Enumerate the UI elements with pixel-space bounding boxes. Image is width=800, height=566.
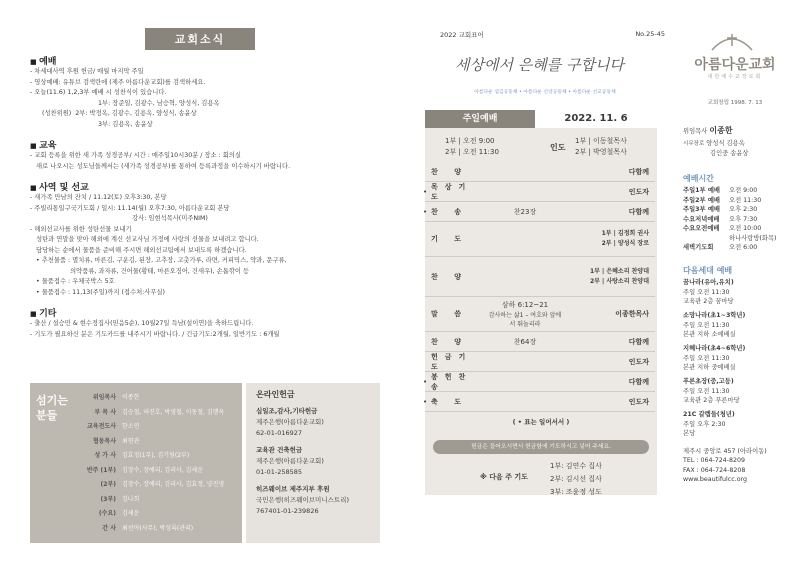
order-right-1: 1부 | 김정희 권사 xyxy=(601,230,649,237)
servant-row xyxy=(78,478,238,493)
order-row xyxy=(425,332,655,352)
next-gen-title: 다음세대 예배 xyxy=(683,265,733,275)
worship-time: 오전 11:30 xyxy=(729,196,762,204)
order-right xyxy=(564,167,649,177)
next-prayer-item: 1부: 김연수 집사 xyxy=(550,462,602,470)
middle-page xyxy=(425,28,665,548)
order-label: 찬 양 xyxy=(431,272,468,281)
worship-row xyxy=(683,234,795,244)
order-middle xyxy=(486,207,564,217)
order-stand-dot: • xyxy=(423,377,428,386)
servant-row xyxy=(78,522,238,537)
servant-role: 반주 (1부) xyxy=(86,466,116,474)
worship-time: 오후 7:30 xyxy=(729,215,758,223)
next-gen-line: 주일 오전 11:30 xyxy=(683,288,730,296)
next-gen-line: 주일 오전 11:30 xyxy=(683,354,730,362)
slogan: 세상에서 은혜를 구합니다 xyxy=(455,56,624,74)
next-gen-line: 주일 오후 2:30 xyxy=(683,420,726,428)
worship-name: 주일1부 예배 xyxy=(683,187,720,194)
worship-time: 오전 10:00 xyxy=(729,225,762,232)
website[interactable]: www.beautifulcc.org xyxy=(683,476,748,483)
servant-names: 김장수, 장예리, 김리사, 김세운 xyxy=(122,466,203,474)
servant-row xyxy=(78,391,238,406)
online-item-line: 국민은행(히즈웨이브미니스트리) xyxy=(256,496,349,504)
servant-role: 교육전도사 xyxy=(87,423,116,430)
next-gen-title: 꿈나라(유아,유치) xyxy=(683,278,734,286)
worship-row xyxy=(683,196,795,206)
motto-label: 2022 교회표어 xyxy=(440,31,484,39)
servant-names: 김효정(1부), 김기원(2부) xyxy=(122,452,190,459)
section-line: 성탄과 연말을 맞아 해외에 계신 선교사님 가정에 사랑의 선물을 보내려고 합니다. xyxy=(30,236,259,243)
elders-1: 양성식 김용옥 xyxy=(706,139,745,147)
section-line: - 해외선교사를 위한 성탄선물 보내기 xyxy=(30,225,132,233)
order-right-main: 다함께 xyxy=(628,207,649,216)
pastor-label: 위임목사 xyxy=(683,128,708,135)
online-item-line: 제주은행(아름다운교회) xyxy=(256,457,324,465)
order-right-main: 다함께 xyxy=(628,167,649,176)
order-middle-sub: 감사하는 삶1 – 여호와 앞에서 뛰놀리라 xyxy=(488,312,562,328)
servant-row xyxy=(78,435,238,450)
servant-row xyxy=(78,420,238,435)
slogan-sub: 아름다운 섬김공동체 • 아름다운 신앙공동체 • 아름다운 선교공동체 xyxy=(474,90,616,95)
servant-role: (2부) xyxy=(100,481,116,488)
section-title: ■ 교육 xyxy=(30,138,380,151)
servant-names: 이종한 xyxy=(122,394,140,401)
online-item xyxy=(256,406,370,439)
worship-block xyxy=(683,164,795,485)
contact xyxy=(683,447,795,485)
next-gen-line: 교육관 2층 꿈마당 xyxy=(683,298,734,305)
church-name: 아름다운교회 xyxy=(694,57,776,73)
order-row xyxy=(425,182,655,202)
servant-names: 최현관 xyxy=(122,437,140,445)
order-stand-dot: • xyxy=(423,187,428,196)
next-gen-title: 소망나라(초1~3학년) xyxy=(683,311,746,319)
order-right xyxy=(564,187,649,197)
order-label: 축 도 xyxy=(431,397,468,406)
servant-role: 위임목사 xyxy=(92,394,116,401)
order-label: 봉헌찬송 xyxy=(431,372,473,391)
servant-row xyxy=(78,406,238,421)
section-line: 3부: 김용옥, 송윤상 xyxy=(30,120,153,128)
worship-list xyxy=(683,186,795,253)
order-right-main: 인도자 xyxy=(628,357,649,366)
online-item-line: 제주은행(아름다운교회) xyxy=(256,418,324,426)
order-middle xyxy=(486,300,564,328)
order-right xyxy=(564,337,649,347)
order-label: 찬 송 xyxy=(431,207,468,216)
next-prayer-list xyxy=(550,460,602,499)
next-gen-title: 21C 갈렙들(청년) xyxy=(683,410,735,418)
servant-role: 성 가 사 xyxy=(94,452,116,459)
section-line: 새로 나오시는 성도님들께서는 (새가족 성경공부)를 통하여 등록과정을 이수하시기 바랍니다. xyxy=(30,162,291,170)
section-line: • 물품접수 : 우체국박스 5호 xyxy=(30,278,115,285)
order-label: 찬 양 xyxy=(431,167,468,176)
online-item-line: 01-01-258585 xyxy=(256,468,303,476)
online-item-title: 히즈웨이브 제주지부 후원 xyxy=(256,485,330,493)
founded: 교회창립 1998. 7. 13 xyxy=(707,100,763,106)
time-1: 1부 | 오전 9:00 xyxy=(445,137,495,145)
order-right-2: 2부 | 양성식 장로 xyxy=(601,240,649,247)
order-right-main: 다함께 xyxy=(628,377,649,386)
next-prayer-item: 3부: 조윤정 성도 xyxy=(550,488,602,496)
order-label: 목상기도 xyxy=(431,182,473,201)
right-page xyxy=(675,28,795,548)
next-gen-line: 주일 오전 11:30 xyxy=(683,321,730,329)
worship-time: 하나사랑방(화목) xyxy=(729,234,777,242)
worship-time: 오전 6:00 xyxy=(729,244,758,251)
servant-role: 협동목사 xyxy=(92,437,116,445)
elders-label: 시무장로 xyxy=(683,140,705,147)
servant-role: (3부) xyxy=(100,495,116,503)
order-right xyxy=(564,267,649,287)
order-row xyxy=(425,162,655,182)
servant-names: 김세운 xyxy=(122,510,140,517)
worship-name: 수요저녁예배 xyxy=(683,215,720,223)
next-gen-line: 본당 xyxy=(683,430,696,437)
next-gen-line: 교육관 2층 푸른마당 xyxy=(683,397,740,404)
servant-names: 김승철, 허진호, 박영철, 이동철, 김행옥 xyxy=(122,408,225,416)
next-prayer-label: ※ 다음 주 기도 xyxy=(480,473,528,481)
church-logo-icon xyxy=(710,32,754,52)
worship-row xyxy=(683,215,795,225)
section-line: - 기도가 필요하신 분은 기도카드를 내주시기 바랍니다. / 긴급기도:2개월, 일반기도 : 6개월 xyxy=(30,330,280,338)
next-prayer-item: 2부: 김시선 집사 xyxy=(550,475,602,483)
order-right xyxy=(564,357,649,367)
order-row xyxy=(425,352,655,372)
online-item-title: 교육관 건축헌금 xyxy=(256,446,303,454)
servant-names: 한소연 xyxy=(122,423,140,430)
church-sub: 대한예수교장로회 xyxy=(707,74,763,80)
order-label: 말 씀 xyxy=(431,310,468,318)
elders-2: 김인중 송윤상 xyxy=(710,150,749,157)
order-right xyxy=(564,309,649,319)
section-line: - 오늘(11.6) 1,2,3부 예배 시 성찬식이 있습니다. xyxy=(30,89,167,96)
section-line: - 교회 등록을 위한 새 가족 성경공부/ 시간 : 매주일10시30분 / 장소 : 회의실 xyxy=(30,152,241,159)
order-label: 찬 양 xyxy=(431,337,468,346)
order-right-main: 다함께 xyxy=(628,337,649,346)
servants-list xyxy=(78,391,238,536)
order-row xyxy=(425,202,655,222)
section-line: - 출산 / 설승민 & 현수정집사(믿음5순), 10월27일 득남(설이연)을 축하드립니다. xyxy=(30,320,254,327)
section-line: 담당하는 순에서 물품을 준비해 주시면 해외선교팀에서 보내도록 하겠습니다. xyxy=(30,246,247,254)
next-gen-item xyxy=(683,311,795,340)
order-box xyxy=(425,110,657,495)
servant-role: 간 사 xyxy=(102,524,116,532)
section-title: ■ 예배 xyxy=(30,54,380,67)
section-line: - 주빌리통일구국기도회 / 일시: 11.14(월) 오후7:30, 아름다운교회 본당 xyxy=(30,204,230,212)
address: 제주시 중앙로 457 (아라이동) xyxy=(683,447,767,455)
servant-role: (수요) xyxy=(98,510,116,517)
online-panel xyxy=(246,383,380,543)
worship-name: 주일3부 예배 xyxy=(683,206,720,213)
servants-panel xyxy=(30,383,242,543)
order-stand-dot: • xyxy=(423,397,428,406)
order-label: 헌금기도 xyxy=(431,352,473,371)
servant-row xyxy=(78,449,238,464)
service-label: 주일예배 xyxy=(425,110,535,128)
next-gen-line: 본관 지하 중예배실 xyxy=(683,364,736,371)
worship-name: 새벽기도회 xyxy=(683,244,714,251)
worship-time: 오후 2:30 xyxy=(729,206,758,213)
lead-1: 1부 | 이동철목사 xyxy=(575,137,627,145)
servant-names: 김나희 xyxy=(122,495,140,503)
news-sections xyxy=(30,46,380,340)
order-right-1: 1부 | 은혜소리 찬양대 xyxy=(589,267,649,275)
online-title: 온라인헌금 xyxy=(256,390,295,399)
section-line: • 추천물품 : 멸치류, 마른김, 구운김, 된장, 고추장, 고춧가루, 라면, 커피믹스, 약과, 문구류, xyxy=(30,257,287,264)
order-right xyxy=(564,207,649,217)
order-row xyxy=(425,372,655,392)
servant-names: 최선아(사무), 박성록(관리) xyxy=(122,524,194,532)
fax: FAX : 064-724-8208 xyxy=(683,466,746,474)
lead-label: 인도 xyxy=(550,143,566,152)
order-middle-main: 찬64장 xyxy=(513,337,537,346)
order-row xyxy=(425,297,655,332)
order-list xyxy=(425,162,657,412)
lead-2: 2부 | 박영철목사 xyxy=(575,148,627,156)
online-item-line: 62-01-016927 xyxy=(256,429,303,437)
worship-row xyxy=(683,224,795,234)
time-2: 2부 | 오전 11:30 xyxy=(445,148,499,156)
offering-note: 헌금은 들어오시면서 헌금함에 기도하시고 넣어 주세요. xyxy=(433,440,649,454)
next-gen-line: 주일 오전 11:30 xyxy=(683,387,730,395)
order-right xyxy=(564,229,649,249)
online-item xyxy=(256,484,370,517)
stand-note: ( • 표는 일어서서 ) xyxy=(512,418,570,426)
worship-name: 주일2부 예배 xyxy=(683,196,720,204)
staff xyxy=(683,126,793,159)
order-middle-main: 삼하 6:12~21 xyxy=(501,301,549,309)
next-gen-item xyxy=(683,344,795,373)
order-row xyxy=(425,222,655,257)
section-line: (성찬위원) 2부: 박정옥, 김광수, 김용옥, 양성식, 송윤상 xyxy=(30,110,197,117)
worship-title: 예배시간 xyxy=(683,174,714,183)
order-right-main: 인도자 xyxy=(628,187,649,196)
online-list xyxy=(256,406,370,517)
servants-title: 섬기는 분들 xyxy=(36,394,68,422)
order-right-main: 이종한목사 xyxy=(615,310,649,318)
section-line: - 영상예배: 유튜브 검색란에 (제주 아름다운교회)를 검색하세요. xyxy=(30,78,206,86)
next-gen-title: 지혜나라(초4~6학년) xyxy=(683,344,746,352)
tel: TEL : 064-724-8209 xyxy=(683,457,746,464)
order-right-main: 인도자 xyxy=(628,397,649,406)
pastor-name: 이종한 xyxy=(709,126,733,135)
servant-role: 부 목 사 xyxy=(94,408,116,416)
online-item xyxy=(256,445,370,478)
section-title: ■ 사역 및 선교 xyxy=(30,180,380,193)
worship-row xyxy=(683,243,795,253)
order-right xyxy=(564,397,649,407)
worship-row xyxy=(683,186,795,196)
servant-names: 김장수, 장예리, 김리사, 김효정, 양진영 xyxy=(122,481,225,488)
order-right-2: 2부 | 사랑소리 찬양대 xyxy=(589,277,649,285)
next-gen-item xyxy=(683,377,795,406)
servant-row xyxy=(78,464,238,479)
section-line: • 물품접수 : 11,13(주일)까지 (접수처:사무실) xyxy=(30,288,165,296)
news-header: 교회소식 xyxy=(145,28,255,50)
next-gen-title: 푸른초장(중,고등) xyxy=(683,377,734,385)
worship-time: 오전 9:00 xyxy=(729,187,758,194)
next-gen-item xyxy=(683,278,795,307)
section-line: - 새가족 만남의 잔치 / 11.12(토) 오후3:30, 본당 xyxy=(30,194,167,201)
next-gen-item xyxy=(683,410,795,439)
section-line: 강사: 임현석목사(미주NIM) xyxy=(30,215,208,222)
section-line: 1부: 장준일, 김광수, 남승혁, 양성식, 김용옥 xyxy=(30,99,220,107)
online-item-title: 십일조,감사,기타헌금 xyxy=(256,407,318,415)
order-middle xyxy=(486,337,564,347)
section-title: ■ 기타 xyxy=(30,306,380,319)
times xyxy=(445,136,499,158)
next-gen-list xyxy=(683,278,795,439)
order-label: 기 도 xyxy=(431,235,468,243)
next-gen-line: 본관 지하 소예배실 xyxy=(683,331,736,338)
left-page xyxy=(30,28,380,548)
service-date: 2022. 11. 6 xyxy=(535,110,657,128)
online-item-line: 767401-01-239826 xyxy=(256,507,319,515)
issue-number: No.25-45 xyxy=(635,30,665,38)
order-row xyxy=(425,257,655,297)
worship-name: 수요오전예배 xyxy=(683,225,720,232)
servant-row xyxy=(78,507,238,522)
worship-row xyxy=(683,205,795,215)
order-stand-dot: • xyxy=(423,207,428,216)
servant-row xyxy=(78,493,238,508)
order-right xyxy=(564,377,649,387)
leads xyxy=(575,136,627,158)
order-middle-main: 찬23장 xyxy=(513,207,537,216)
order-row xyxy=(425,392,655,412)
section-line: 의약품류, 과자류, 건어물(황태, 마른오징어, 건새우), 손톱깎이 등 xyxy=(30,267,250,275)
section-line: - 차세대사역 후원 헌금/ 매월 마지막 주일 xyxy=(30,68,144,75)
